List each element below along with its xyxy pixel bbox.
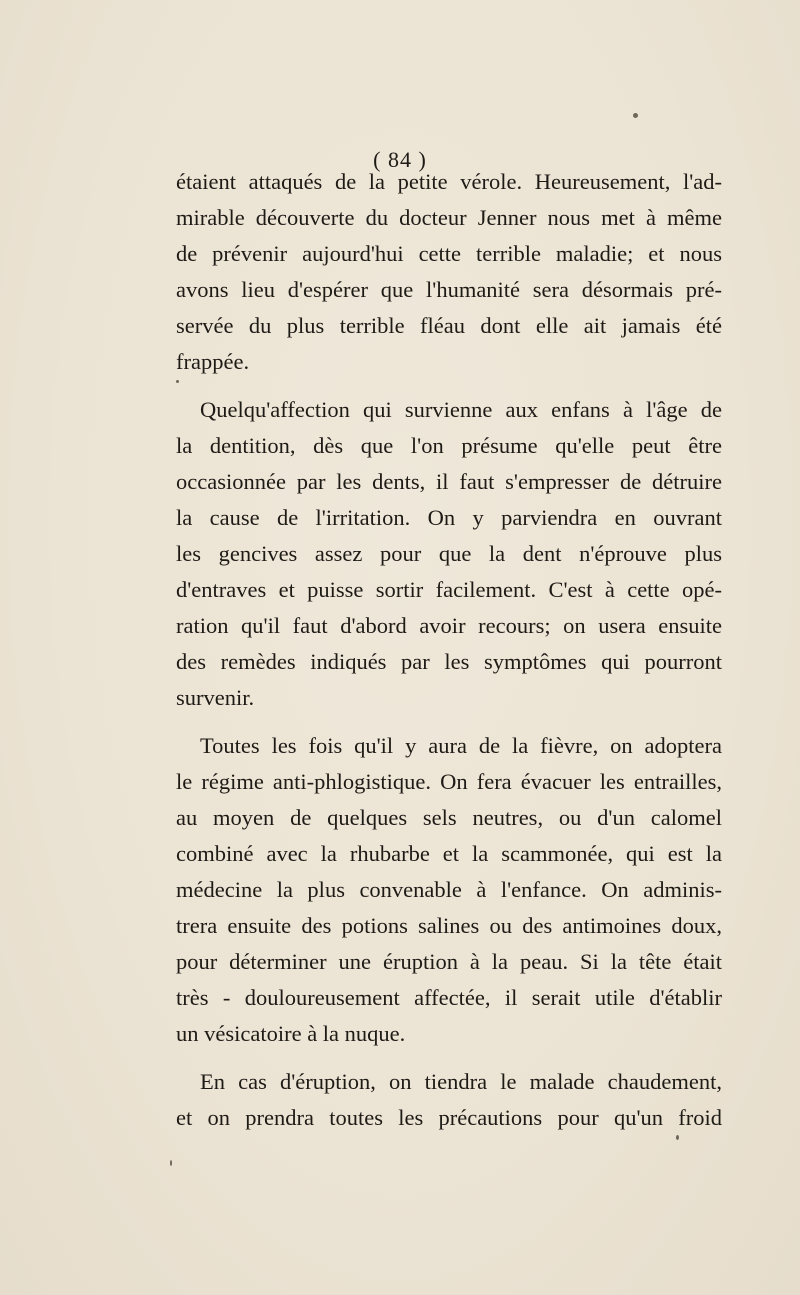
text-line: occasionnée par les dents, il faut s'empresser de détruire (176, 469, 722, 494)
paper-speck (633, 113, 638, 118)
paper-speck (676, 1135, 679, 1140)
text-line: très - douloureusement affectée, il serait utile d'établir (176, 985, 722, 1010)
text-line: les gencives assez pour que la dent n'éprouve plus (176, 541, 722, 566)
paragraph-1 (176, 164, 722, 380)
paragraph-3 (176, 728, 722, 1052)
text-line: le régime anti-phlogistique. On fera évacuer les entrailles, (176, 769, 722, 794)
text-line: trera ensuite des potions salines ou des antimoines doux, (176, 913, 722, 938)
text-line: ration qu'il faut d'abord avoir recours; on usera ensuite (176, 613, 722, 638)
text-line: étaient attaqués de la petite vérole. Heureusement, l'ad- (176, 169, 722, 194)
paper-speck (176, 380, 179, 383)
text-line: un vésicatoire à la nuque. (176, 1021, 406, 1046)
text-line: de prévenir aujourd'hui cette terrible maladie; et nous (176, 241, 722, 266)
text-line: Quelqu'affection qui survienne aux enfans à l'âge de (200, 397, 722, 422)
text-line: la cause de l'irritation. On y parviendra en ouvrant (176, 505, 722, 530)
text-line: d'entraves et puisse sortir facilement. C'est à cette opé- (176, 577, 722, 602)
paper-speck (170, 1160, 172, 1166)
text-line: frappée. (176, 349, 250, 374)
text-line: survenir. (176, 685, 255, 710)
text-line: Toutes les fois qu'il y aura de la fièvre, on adoptera (200, 733, 722, 758)
text-line: des remèdes indiqués par les symptômes qui pourront (176, 649, 722, 674)
text-line: En cas d'éruption, on tiendra le malade chaudement, (200, 1069, 722, 1094)
paragraph-4 (176, 1064, 722, 1136)
text-line: combiné avec la rhubarbe et la scammonée, qui est la (176, 841, 722, 866)
paragraph-2 (176, 392, 722, 716)
text-line: la dentition, dès que l'on présume qu'elle peut être (176, 433, 722, 458)
text-line: servée du plus terrible fléau dont elle ait jamais été (176, 313, 722, 338)
text-block (176, 164, 722, 1136)
text-line: au moyen de quelques sels neutres, ou d'un calomel (176, 805, 722, 830)
text-line: mirable découverte du docteur Jenner nous met à même (176, 205, 722, 230)
text-line: avons lieu d'espérer que l'humanité sera désormais pré- (176, 277, 722, 302)
text-line: médecine la plus convenable à l'enfance. On adminis- (176, 877, 722, 902)
text-line: et on prendra toutes les précautions pour qu'un froid (176, 1105, 722, 1130)
text-line: pour déterminer une éruption à la peau. Si la tête était (176, 949, 722, 974)
page-number: ( 84 ) (373, 147, 427, 172)
